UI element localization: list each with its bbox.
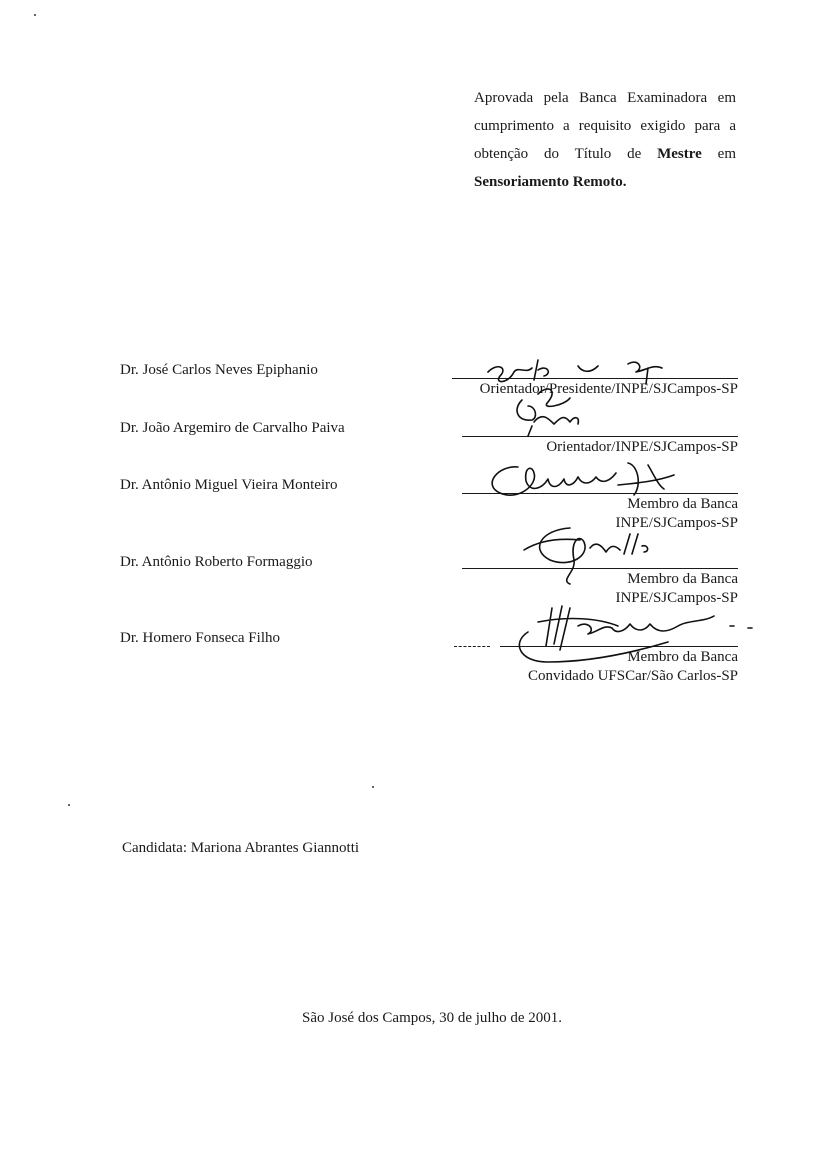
member-name: Dr. Homero Fonseca Filho (120, 630, 280, 646)
approval-line-1: Aprovada pela Banca Examinadora em (474, 90, 736, 106)
signature-2 (508, 392, 608, 442)
member-role: Membro da Banca INPE/SJCampos-SP (615, 571, 738, 606)
signature-line-dashed (454, 646, 490, 647)
degree-title: Mestre (657, 146, 702, 162)
program-name: Sensoriamento Remoto. (474, 174, 627, 190)
member-role: Orientador/Presidente/INPE/SJCampos-SP (479, 381, 738, 397)
scan-speck (34, 14, 36, 16)
member-name: Dr. João Argemiro de Carvalho Paiva (120, 420, 345, 436)
approval-line-2: cumprimento a requisito exigido para a (474, 118, 736, 134)
location-date: São José dos Campos, 30 de julho de 2001. (302, 1010, 562, 1026)
member-name: Dr. Antônio Miguel Vieira Monteiro (120, 477, 338, 493)
scan-speck (372, 786, 374, 788)
signature-5 (508, 602, 758, 672)
approval-line-3-post: em (701, 146, 736, 162)
approval-line-3-pre: obtenção do Título de (474, 146, 658, 162)
signature-4 (510, 520, 680, 590)
candidate-name: Candidata: Mariona Abrantes Giannotti (122, 840, 360, 856)
approval-statement (474, 84, 736, 196)
approval-line-3 (474, 140, 736, 168)
member-name: Dr. José Carlos Neves Epiphanio (120, 362, 318, 378)
member-role: Membro da Banca Convidado UFSCar/São Carlos-SP (527, 649, 738, 684)
member-name: Dr. Antônio Roberto Formaggio (120, 554, 313, 570)
scan-speck (68, 804, 70, 806)
member-role: Membro da Banca INPE/SJCampos-SP (615, 496, 738, 531)
signature-3 (478, 455, 678, 515)
member-role: Orientador/INPE/SJCampos-SP (546, 439, 738, 455)
